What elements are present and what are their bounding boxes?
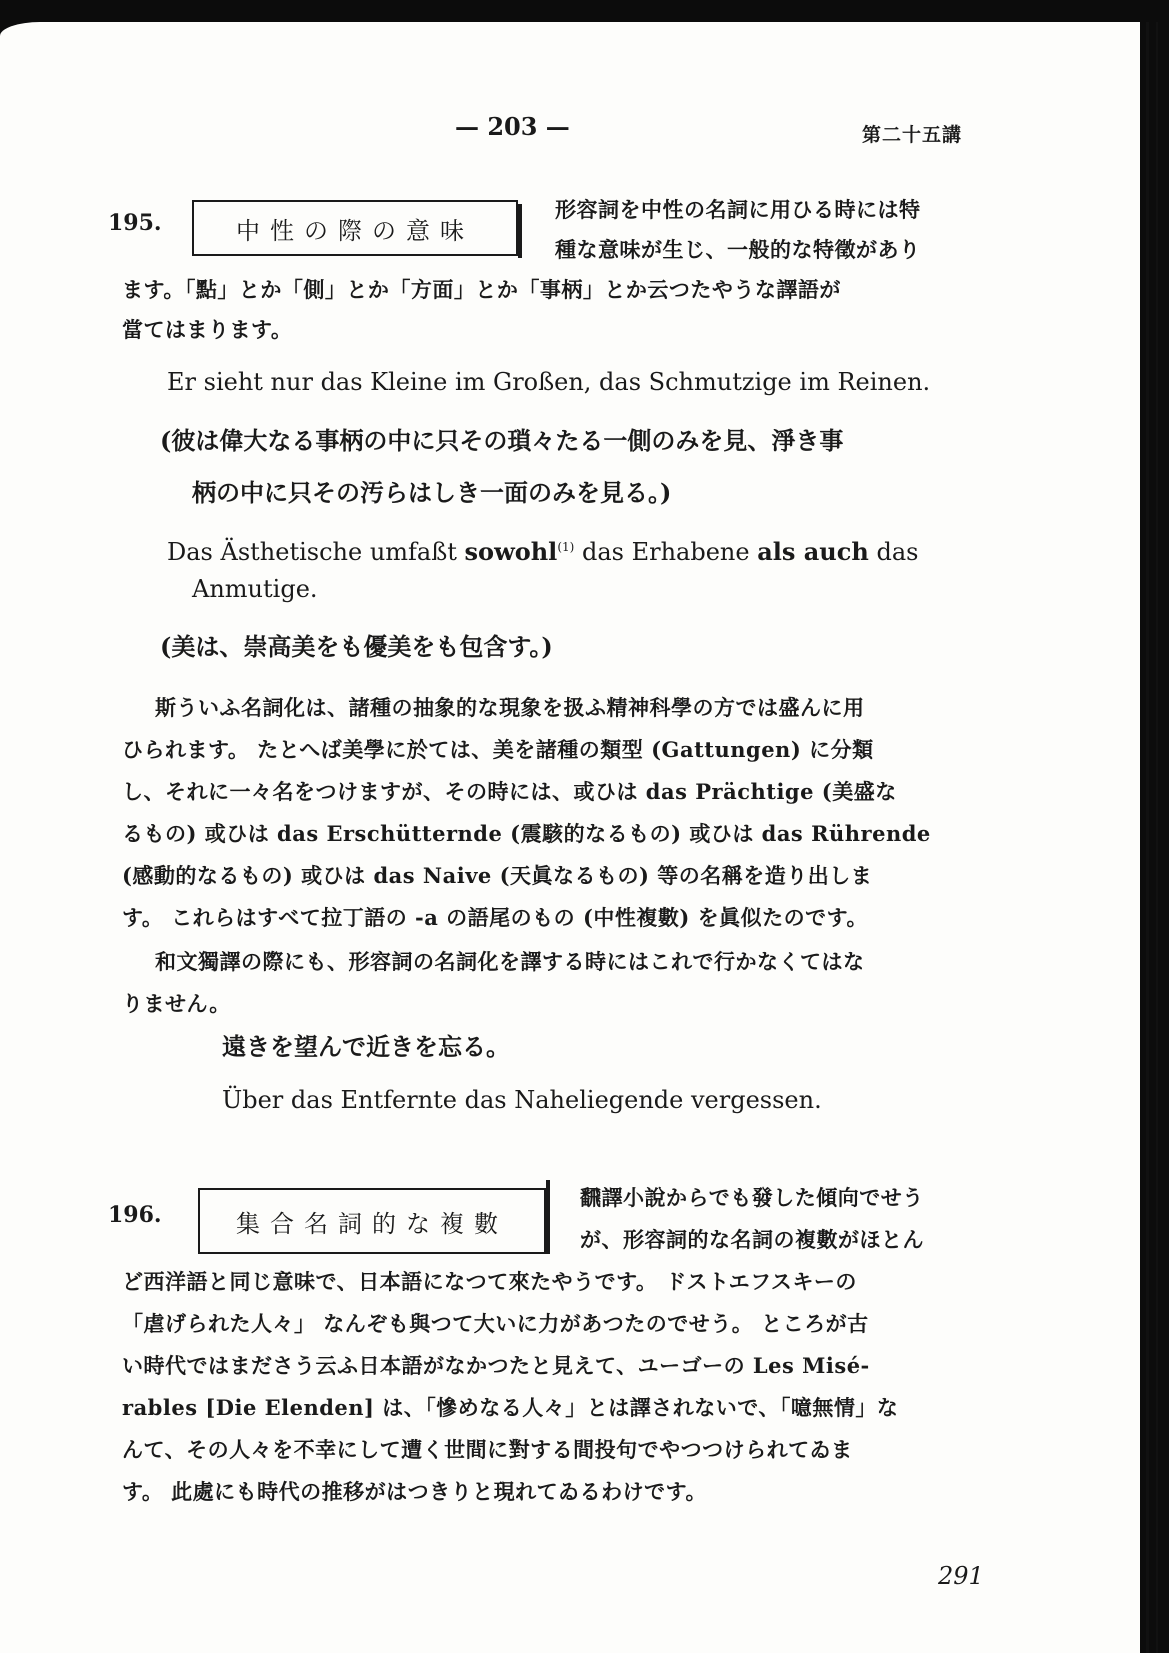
sec195-body-line4: るもの) 或ひは das Erschütternde (震駭的なるもの) 或ひは das Rührende	[122, 821, 931, 846]
section-title-196: 集合名詞的な複數	[236, 1209, 508, 1238]
section-number-196: 196.	[108, 1202, 162, 1228]
footnote-ref-1: (1)	[557, 540, 575, 554]
example3-german: Über das Entfernte das Naheliegende vergessen.	[222, 1086, 822, 1114]
example2-german-part2: das Erhabene	[581, 538, 750, 566]
section-title-box-196	[198, 1188, 546, 1254]
example2-german-part1: Das Ästhetische umfaßt	[167, 538, 457, 566]
example2-german-line2: Anmutige.	[192, 575, 318, 603]
box-shadow-right-196	[546, 1180, 550, 1254]
page-edge-line-2	[1156, 22, 1158, 1653]
sec195-body-line5: (感動的なるもの) 或ひは das Naive (天眞なるもの) 等の名稱を造り出しま	[122, 863, 873, 888]
page-number: — 203 —	[455, 112, 570, 141]
sec196-body-line4: rables [Die Elenden] は、「慘めなる人々」とは譯されないで、「噫無情」な	[122, 1395, 899, 1420]
sec195-body-line6: す。 これらはすべて拉丁語の -a の語尾のもの (中性複數) を眞似たのです。	[122, 905, 868, 930]
example2-german-line1	[167, 530, 918, 569]
box-shadow-right	[518, 204, 522, 258]
sec195-body-line7: 和文獨譯の際にも、形容詞の名詞化を譯する時にはこれで行かなくてはな	[155, 949, 865, 974]
sec196-body-line6: す。 此處にも時代の推移がはつきりと現れてゐるわけです。	[122, 1479, 707, 1504]
sec195-body-line3: し、それに一々名をつけますが、その時には、或ひは das Prächtige (美盛な	[122, 779, 897, 804]
lecture-heading: 第二十五講	[862, 124, 963, 146]
example2-japanese: (美は、崇高美をも優美をも包含す。)	[160, 632, 553, 661]
sec195-body-line8: りません。	[122, 991, 231, 1016]
example2-als-auch: als auch	[757, 537, 869, 566]
example3-japanese: 遠きを望んで近きを忘る。	[222, 1032, 510, 1061]
page-edge-line	[1146, 22, 1149, 1653]
sec196-intro-line2: が、形容詞的な名詞の複數がほとん	[580, 1227, 924, 1252]
sec196-intro-line1: 飜譯小說からでも發した傾向でせう	[580, 1185, 924, 1210]
example1-japanese-line1: (彼は偉大なる事柄の中に只その瑣々たる一側のみを見、淨き事	[160, 426, 844, 455]
section-title-box-195	[192, 200, 518, 256]
sec195-line4: 當てはまります。	[122, 317, 293, 342]
page-folio: 291	[938, 1562, 984, 1590]
sec196-body-line3: い時代ではまださう云ふ日本語がなかつたと見えて、ユーゴーの Les Misé-	[122, 1353, 870, 1378]
sec195-body-line1: 斯ういふ名詞化は、諸種の抽象的な現象を扱ふ精神科學の方では盛んに用	[155, 695, 865, 720]
sec195-line3: ます。「點」とか「側」とか「方面」とか「事柄」とか云つたやうな譯語が	[122, 277, 841, 302]
section-title-195: 中性の際の意味	[236, 216, 474, 245]
example2-sowohl: sowohl	[464, 537, 558, 566]
example1-german: Er sieht nur das Kleine im Großen, das Schmutzige im Reinen.	[167, 368, 931, 396]
section-number-195: 195.	[108, 210, 162, 236]
example2-german-part3: das	[876, 538, 919, 566]
sec196-body-line1: ど西洋語と同じ意味で、日本語になつて來たやうです。 ドストエフスキーの	[122, 1269, 857, 1294]
sec195-intro-line2: 種な意味が生じ、一般的な特徵があり	[555, 237, 921, 262]
sec196-body-line2: 「虐げられた人々」 なんぞも與つて大いに力があつたのでせう。 ところが古	[122, 1311, 869, 1336]
sec195-intro-line1: 形容詞を中性の名詞に用ひる時には特	[555, 197, 921, 222]
sec195-body-line2: ひられます。 たとへば美學に於ては、美を諸種の類型 (Gattungen) に分類	[122, 737, 874, 762]
example1-japanese-line2: 柄の中に只その汚らはしき一面のみを見る。)	[192, 478, 672, 507]
sec196-body-line5: んて、その人々を不幸にして遭く世間に對する間投句でやつつけられてゐま	[122, 1437, 853, 1462]
